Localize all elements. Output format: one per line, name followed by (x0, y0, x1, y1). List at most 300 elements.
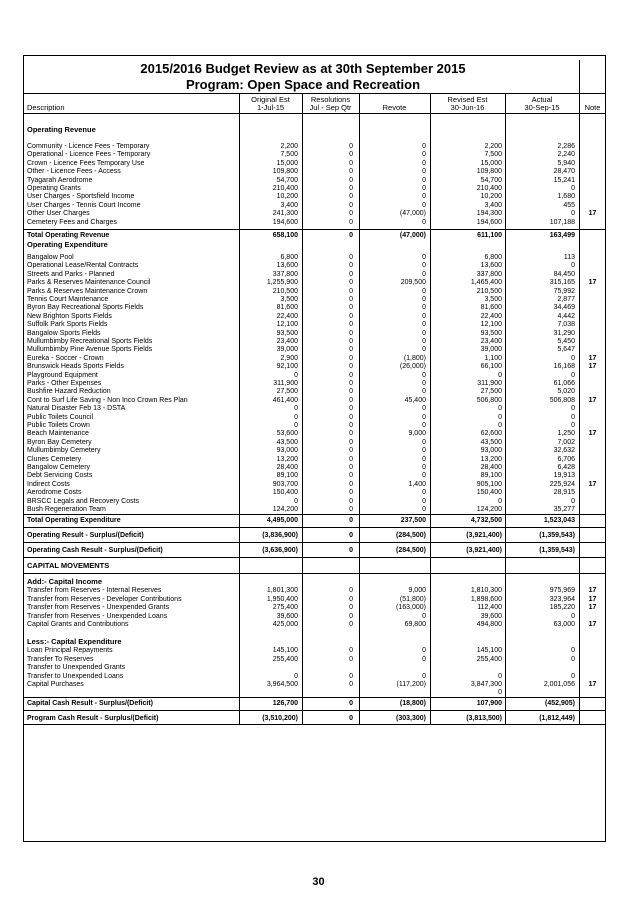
expenditure-row-value: 210,500 (476, 287, 502, 295)
revenue-row-value: 5,940 (557, 159, 575, 167)
capital-income-row-value: 275,400 (272, 604, 298, 612)
revenue-row-value: 3,400 (280, 201, 298, 209)
expenditure-row-value: 0 (349, 380, 353, 387)
expenditure-row-value: 0 (349, 279, 353, 287)
expenditure-row-value: 2,877 (557, 296, 575, 303)
expenditure-row-value: 113 (563, 254, 575, 261)
expenditure-row-value: 13,600 (276, 262, 298, 270)
expenditure-row-value: 0 (422, 329, 426, 337)
expenditure-row-value: 0 (349, 287, 353, 295)
expenditure-row-label: Mullumbimby Pine Avenue Sports Fields (27, 346, 153, 354)
capital-expenditure-row-value: 0 (571, 647, 575, 655)
column-header-actual-date: 30-Sep-15 (524, 103, 560, 112)
column-divider (359, 93, 360, 724)
capital-expenditure-row-label: Transfer To Reserves (27, 655, 94, 663)
section-operating-revenue: Operating Revenue (27, 125, 96, 134)
expenditure-row-value: 6,800 (484, 254, 502, 261)
expenditure-row-value: 0 (422, 506, 426, 513)
expenditure-row-value: 32,632 (553, 447, 575, 455)
expenditure-row-value: 0 (294, 405, 298, 413)
expenditure-row-label: Public Toilets Council (27, 413, 94, 421)
capital-income-row-label: Transfer from Reserves - Unexpended Loans (27, 612, 168, 620)
program-cash-result-value: (3,813,500) (466, 715, 502, 723)
expenditure-row-label: Parks & Reserves Maintenance Crown (27, 287, 148, 295)
capital-cash-result-value: (18,800) (399, 700, 426, 708)
expenditure-row-value: 93,500 (276, 329, 298, 337)
rule-line (23, 697, 606, 698)
capital-income-row-label: Transfer from Reserves - Unexpended Grants (27, 604, 170, 612)
capital-cash-result-value: 126,700 (272, 700, 298, 708)
expenditure-row-label: Indirect Costs (27, 480, 70, 488)
total-operating-expenditure-value: 237,500 (400, 517, 426, 525)
expenditure-row-value: 209,500 (400, 279, 426, 287)
revenue-row-value: 0 (422, 201, 426, 209)
expenditure-row-value: 12,100 (276, 321, 298, 329)
expenditure-row-value: 0 (422, 489, 426, 497)
expenditure-row-value: 0 (422, 296, 426, 303)
expenditure-row-value: 53,600 (276, 430, 298, 438)
revenue-row-value: (47,000) (399, 210, 426, 218)
rule-line (23, 527, 606, 528)
expenditure-row-value: 0 (349, 312, 353, 320)
expenditure-row-value: 0 (349, 422, 353, 429)
revenue-row-value: 109,800 (476, 168, 502, 176)
expenditure-row-value: 0 (422, 270, 426, 278)
expenditure-row-value: 5,450 (557, 338, 575, 345)
operating-cash-result-value: (3,636,900) (262, 547, 298, 555)
expenditure-row-value: 34,469 (553, 304, 575, 312)
capital-income-row-label: Transfer from Reserves - Developer Contributions (27, 595, 182, 603)
capital-income-row-label: Transfer from Reserves - Internal Reserves (27, 587, 162, 595)
expenditure-row-label: Byron Bay Cemetery (27, 438, 92, 446)
capital-expenditure-row-value: 0 (349, 681, 353, 688)
column-header-revised-date: 30-Jun-16 (450, 103, 485, 112)
expenditure-row-value: 0 (349, 464, 353, 471)
expenditure-row-value: 27,500 (276, 388, 298, 396)
operating-cash-result-label: Operating Cash Result - Surplus/(Deficit) (27, 547, 163, 555)
expenditure-row-value: 0 (349, 371, 353, 379)
program-cash-result-label: Program Cash Result - Surplus/(Deficit) (27, 715, 159, 723)
expenditure-row-value: 0 (349, 489, 353, 497)
expenditure-row-value: 903,700 (272, 480, 298, 488)
expenditure-row-value: 210,500 (272, 287, 298, 295)
expenditure-row-value: 0 (571, 413, 575, 421)
expenditure-row-value: 0 (571, 262, 575, 270)
column-header-resolutions-period: Jul - Sep Qtr (309, 103, 352, 112)
expenditure-row-value: 28,400 (276, 464, 298, 471)
expenditure-row-label: Playground Equipment (27, 371, 98, 379)
capital-income-row-value: 425,000 (272, 621, 298, 628)
revenue-row-value: 0 (349, 151, 353, 159)
capital-income-row-value: 0 (349, 612, 353, 620)
expenditure-row-value: 89,100 (480, 472, 502, 480)
column-header-revised: Revised Est (447, 95, 488, 104)
capital-income-row-value: 0 (422, 612, 426, 620)
column-header-resolutions: Resolutions (310, 95, 351, 104)
expenditure-row-label: Clunes Cemetery (27, 455, 82, 463)
capital-expenditure-row-value: 0 (294, 672, 298, 680)
capital-cash-result-value: 107,900 (476, 700, 502, 708)
revenue-row-value: 0 (349, 159, 353, 167)
capital-income-row-value: 0 (349, 621, 353, 628)
expenditure-row-value: 0 (349, 354, 353, 362)
capital-expenditure-row-value: 2,001,056 (543, 681, 575, 688)
expenditure-row-label: Cont to Surf Life Saving - Non Inco Crown Res Plan (27, 396, 188, 404)
expenditure-row-label: Debt Servicing Costs (27, 472, 93, 480)
expenditure-row-value: 22,400 (480, 312, 502, 320)
revenue-row-value: 0 (422, 159, 426, 167)
expenditure-row-value: 12,100 (480, 321, 502, 329)
revenue-row-value: 241,300 (272, 210, 298, 218)
expenditure-row-value: 62,600 (480, 430, 502, 438)
expenditure-row-value: 0 (571, 354, 575, 362)
expenditure-row-value: 2,900 (280, 354, 298, 362)
revenue-row-value: 54,700 (276, 176, 298, 184)
expenditure-row-value: 0 (349, 388, 353, 396)
revenue-row-value: 0 (349, 185, 353, 192)
program-cash-result-value: (303,300) (396, 715, 426, 723)
capital-expenditure-row-value: 0 (571, 672, 575, 680)
expenditure-row-value: 27,500 (480, 388, 502, 396)
expenditure-row-value: 39,000 (480, 346, 502, 354)
expenditure-row-value: 506,808 (549, 396, 575, 404)
expenditure-row-label: Public Toilets Crown (27, 422, 90, 429)
expenditure-row-value: 84,450 (553, 270, 575, 278)
page-number: 30 (312, 876, 325, 888)
revenue-row-value: 0 (422, 193, 426, 201)
expenditure-row-value: 0 (422, 455, 426, 463)
expenditure-row-note: 17 (588, 279, 597, 287)
revenue-row-value: 0 (422, 143, 426, 150)
expenditure-row-label: Operational Lease/Rental Contracts (27, 262, 139, 270)
total-operating-revenue-label: Total Operating Revenue (27, 232, 110, 239)
expenditure-row-value: 905,100 (476, 480, 502, 488)
expenditure-row-value: 0 (498, 405, 502, 413)
capital-expenditure-row-label: Transfer to Unexpended Loans (27, 672, 124, 680)
expenditure-row-value: 0 (498, 422, 502, 429)
expenditure-row-label: Bushfire Hazard Reduction (27, 388, 111, 396)
expenditure-row-value: 0 (349, 363, 353, 371)
page-title: 2015/2016 Budget Review as at 30th September 2015 (140, 61, 466, 76)
expenditure-row-value: 0 (422, 346, 426, 354)
expenditure-row-value: 0 (571, 422, 575, 429)
revenue-row-label: Crown - Licence Fees Temporary Use (27, 159, 145, 167)
capital-income-row-note: 17 (588, 587, 597, 595)
expenditure-row-value: 81,600 (480, 304, 502, 312)
revenue-row-value: 2,286 (557, 143, 575, 150)
expenditure-row-value: 0 (422, 321, 426, 329)
expenditure-row-value: 0 (349, 480, 353, 488)
capital-income-row-value: 0 (349, 595, 353, 603)
rule-line (23, 724, 606, 725)
capital-expenditure-row-value: 0 (422, 647, 426, 655)
expenditure-row-label: Parks & Reserves Maintenance Council (27, 279, 151, 287)
section-capital-movements: CAPITAL MOVEMENTS (27, 561, 110, 571)
revenue-row-value: 0 (571, 185, 575, 192)
total-operating-revenue-value: 658,100 (272, 232, 298, 239)
total-operating-expenditure-label: Total Operating Expenditure (27, 517, 121, 525)
expenditure-row-value: 13,200 (480, 455, 502, 463)
expenditure-row-label: Natural Disaster Feb 13 - DSTA (27, 405, 126, 413)
expenditure-row-label: Bush Regeneration Team (27, 506, 106, 513)
revenue-row-value: 15,241 (553, 176, 575, 184)
revenue-row-label: Other User Charges (27, 210, 90, 218)
expenditure-row-value: 0 (571, 405, 575, 413)
capital-expenditure-row-value: 0 (498, 672, 502, 680)
expenditure-row-value: 13,200 (276, 455, 298, 463)
capital-income-row-value: 1,810,300 (470, 587, 502, 595)
expenditure-row-value: 0 (349, 346, 353, 354)
capital-income-row-value: 39,600 (480, 612, 502, 620)
expenditure-row-value: 0 (422, 254, 426, 261)
operating-result-value: (3,921,400) (466, 532, 502, 540)
expenditure-row-value: 315,165 (549, 279, 575, 287)
revenue-row-value: 109,800 (272, 168, 298, 176)
expenditure-row-value: 0 (349, 396, 353, 404)
column-header-description: Description (27, 103, 65, 112)
capital-expenditure-row-label: Loan Principal Repayments (27, 647, 113, 655)
revenue-row-value: 194,600 (476, 218, 502, 226)
revenue-row-value: 10,200 (276, 193, 298, 201)
revenue-row-label: Operating Grants (27, 185, 81, 192)
expenditure-row-value: 0 (349, 472, 353, 480)
expenditure-row-value: 0 (349, 447, 353, 455)
expenditure-row-label: Tennis Court Maintenance (27, 296, 109, 303)
total-operating-expenditure-value: 1,523,043 (543, 517, 575, 525)
capital-expenditure-row-note: 17 (588, 681, 597, 688)
expenditure-row-label: Streets and Parks - Planned (27, 270, 115, 278)
expenditure-row-label: Beach Maintenance (27, 430, 89, 438)
expenditure-row-value: 1,465,400 (470, 279, 502, 287)
expenditure-row-label: Suffolk Park Sports Fields (27, 321, 108, 329)
revenue-row-value: 1,680 (557, 193, 575, 201)
header-top-line (23, 93, 606, 94)
column-divider (579, 60, 580, 724)
expenditure-row-value: 45,400 (404, 396, 426, 404)
expenditure-row-label: Bangalow Sports Fields (27, 329, 101, 337)
expenditure-row-value: 7,038 (557, 321, 575, 329)
expenditure-row-value: 13,600 (480, 262, 502, 270)
expenditure-row-value: 75,992 (553, 287, 575, 295)
revenue-row-value: 0 (422, 218, 426, 226)
column-header-revote: Revote (382, 103, 407, 112)
expenditure-row-value: 0 (349, 430, 353, 438)
expenditure-row-value: 28,915 (553, 489, 575, 497)
expenditure-row-value: 0 (498, 413, 502, 421)
expenditure-row-value: 0 (349, 497, 353, 505)
operating-result-value: (3,836,900) (262, 532, 298, 540)
expenditure-row-value: 6,800 (280, 254, 298, 261)
capital-income-row-value: 9,000 (408, 587, 426, 595)
program-title: Program: Open Space and Recreation (185, 77, 421, 92)
column-header-original: Original Est (251, 95, 290, 104)
rule-line (23, 710, 606, 711)
expenditure-row-value: 0 (571, 497, 575, 505)
expenditure-row-value: 0 (498, 371, 502, 379)
expenditure-row-value: 1,255,900 (266, 279, 298, 287)
expenditure-row-value: 43,500 (276, 438, 298, 446)
expenditure-row-value: 0 (349, 254, 353, 261)
capital-income-row-value: 39,600 (276, 612, 298, 620)
revenue-row-label: Operational - Licence Fees - Temporary (27, 151, 151, 159)
expenditure-row-value: 0 (422, 338, 426, 345)
revenue-row-value: 10,200 (480, 193, 502, 201)
column-header-actual: Actual (531, 95, 553, 104)
revenue-row-value: 0 (349, 218, 353, 226)
expenditure-row-value: 3,500 (484, 296, 502, 303)
capital-income-row-value: 112,400 (477, 604, 502, 612)
expenditure-row-label: Mullumbimby Cemetery (27, 447, 101, 455)
revenue-row-value: 2,200 (484, 143, 502, 150)
revenue-row-label: Tyagarah Aerodrome (27, 176, 93, 184)
revenue-row-value: 210,400 (476, 185, 502, 192)
column-divider (505, 93, 506, 724)
total-operating-expenditure-value: 0 (349, 517, 353, 525)
expenditure-row-value: 150,400 (476, 489, 502, 497)
expenditure-row-value: 7,002 (557, 438, 575, 446)
expenditure-row-label: Parks - Other Expenses (27, 380, 102, 387)
expenditure-row-value: 3,500 (280, 296, 298, 303)
expenditure-row-value: (26,000) (399, 363, 426, 371)
expenditure-row-value: 31,290 (553, 329, 575, 337)
revenue-row-value: 455 (563, 201, 575, 209)
expenditure-row-value: 337,800 (476, 270, 502, 278)
expenditure-row-value: 89,100 (276, 472, 298, 480)
expenditure-row-value: 0 (294, 413, 298, 421)
expenditure-row-value: 6,706 (557, 455, 575, 463)
capital-income-row-value: 975,969 (549, 587, 575, 595)
expenditure-row-value: 0 (422, 413, 426, 421)
expenditure-row-value: 0 (422, 405, 426, 413)
expenditure-row-value: 22,400 (276, 312, 298, 320)
expenditure-row-value: 506,800 (476, 396, 502, 404)
rule-line (23, 229, 606, 230)
revenue-row-value: 0 (349, 193, 353, 201)
expenditure-row-value: 0 (349, 405, 353, 413)
expenditure-row-value: 124,200 (272, 506, 298, 513)
revenue-row-value: 2,200 (280, 143, 298, 150)
capital-income-row-value: 0 (349, 587, 353, 595)
total-operating-revenue-value: (47,000) (399, 232, 426, 239)
revenue-row-value: 0 (349, 143, 353, 150)
revenue-row-label: Other - Licence Fees - Access (27, 168, 121, 176)
expenditure-row-value: 124,200 (476, 506, 502, 513)
expenditure-row-note: 17 (588, 396, 597, 404)
expenditure-row-value: 0 (349, 413, 353, 421)
section-capital-expenditure: Less:- Capital Expenditure (27, 637, 122, 647)
column-divider (302, 93, 303, 724)
expenditure-row-label: Byron Bay Recreational Sports Fields (27, 304, 144, 312)
capital-expenditure-row-value: 0 (349, 647, 353, 655)
expenditure-row-value: 1,100 (484, 354, 502, 362)
expenditure-row-value: 0 (422, 388, 426, 396)
capital-income-row-value: 323,964 (549, 595, 575, 603)
capital-income-row-value: 63,000 (553, 621, 575, 628)
column-header-note: Note (584, 103, 601, 112)
expenditure-row-value: 6,428 (557, 464, 575, 471)
expenditure-row-value: 23,400 (276, 338, 298, 345)
expenditure-row-value: 4,442 (557, 312, 575, 320)
rule-line (23, 557, 606, 558)
expenditure-row-value: 0 (422, 438, 426, 446)
expenditure-row-value: 150,400 (272, 489, 298, 497)
revenue-row-value: 0 (422, 151, 426, 159)
total-operating-expenditure-value: 4,495,000 (266, 517, 298, 525)
revenue-row-value: 0 (422, 176, 426, 184)
revenue-row-value: 0 (349, 168, 353, 176)
header-bottom-line (23, 113, 606, 114)
expenditure-row-value: 0 (422, 287, 426, 295)
revenue-row-value: 54,700 (480, 176, 502, 184)
capital-income-row-note: 17 (588, 604, 597, 612)
revenue-row-label: Cemetery Fees and Charges (27, 218, 117, 226)
expenditure-row-value: 0 (349, 438, 353, 446)
expenditure-row-value: 23,400 (480, 338, 502, 345)
rule-line (23, 542, 606, 543)
revenue-row-value: 0 (422, 185, 426, 192)
column-divider (239, 93, 240, 724)
expenditure-row-value: 61,066 (553, 380, 575, 387)
expenditure-row-value: 0 (349, 304, 353, 312)
expenditure-row-value: 0 (294, 497, 298, 505)
expenditure-row-label: Bangalow Pool (27, 254, 74, 261)
capital-cash-result-label: Capital Cash Result - Surplus/(Deficit) (27, 700, 154, 708)
capital-expenditure-row-value: 255,400 (476, 655, 502, 663)
expenditure-row-value: 35,277 (553, 506, 575, 513)
revenue-row-value: 0 (349, 176, 353, 184)
operating-result-label: Operating Result - Surplus/(Deficit) (27, 532, 144, 540)
expenditure-row-value: 39,000 (276, 346, 298, 354)
expenditure-row-value: 0 (498, 497, 502, 505)
section-operating-expenditure: Operating Expenditure (27, 240, 108, 249)
rule-line (23, 514, 606, 515)
expenditure-row-label: Aerodrome Costs (27, 489, 82, 497)
capital-income-row-note: 17 (588, 621, 597, 628)
expenditure-row-value: 0 (571, 371, 575, 379)
expenditure-row-value: 66,100 (480, 363, 502, 371)
expenditure-row-value: 0 (422, 380, 426, 387)
column-header-original-date: 1-Jul-15 (256, 103, 285, 112)
capital-expenditure-row-value: (117,200) (396, 681, 426, 688)
revenue-row-value: 3,400 (484, 201, 502, 209)
expenditure-row-value: 1,400 (408, 480, 426, 488)
expenditure-row-value: 0 (422, 447, 426, 455)
expenditure-row-value: 0 (422, 312, 426, 320)
capital-income-row-note: 17 (588, 595, 597, 603)
capital-income-row-value: (163,000) (396, 604, 426, 612)
capital-income-row-value: 69,800 (404, 621, 426, 628)
expenditure-row-value: 0 (422, 497, 426, 505)
capital-income-row-value: 0 (349, 604, 353, 612)
expenditure-row-value: 0 (422, 472, 426, 480)
capital-purchases-extra: 0 (498, 689, 502, 697)
capital-income-row-value: 1,950,400 (266, 595, 298, 603)
capital-expenditure-row-value: 0 (422, 655, 426, 663)
expenditure-row-label: BRSCC Legals and Recovery Costs (27, 497, 140, 505)
operating-cash-result-value: (284,500) (396, 547, 426, 555)
expenditure-row-value: 93,500 (480, 329, 502, 337)
expenditure-row-value: 0 (422, 422, 426, 429)
expenditure-row-value: 0 (349, 270, 353, 278)
expenditure-row-note: 17 (588, 363, 597, 371)
expenditure-row-value: 337,800 (272, 270, 298, 278)
expenditure-row-label: New Brighton Sports Fields (27, 312, 112, 320)
expenditure-row-value: 0 (349, 329, 353, 337)
expenditure-row-value: 0 (422, 371, 426, 379)
expenditure-row-value: 225,924 (549, 480, 575, 488)
revenue-row-value: 194,600 (272, 218, 298, 226)
expenditure-row-value: 92,100 (276, 363, 298, 371)
